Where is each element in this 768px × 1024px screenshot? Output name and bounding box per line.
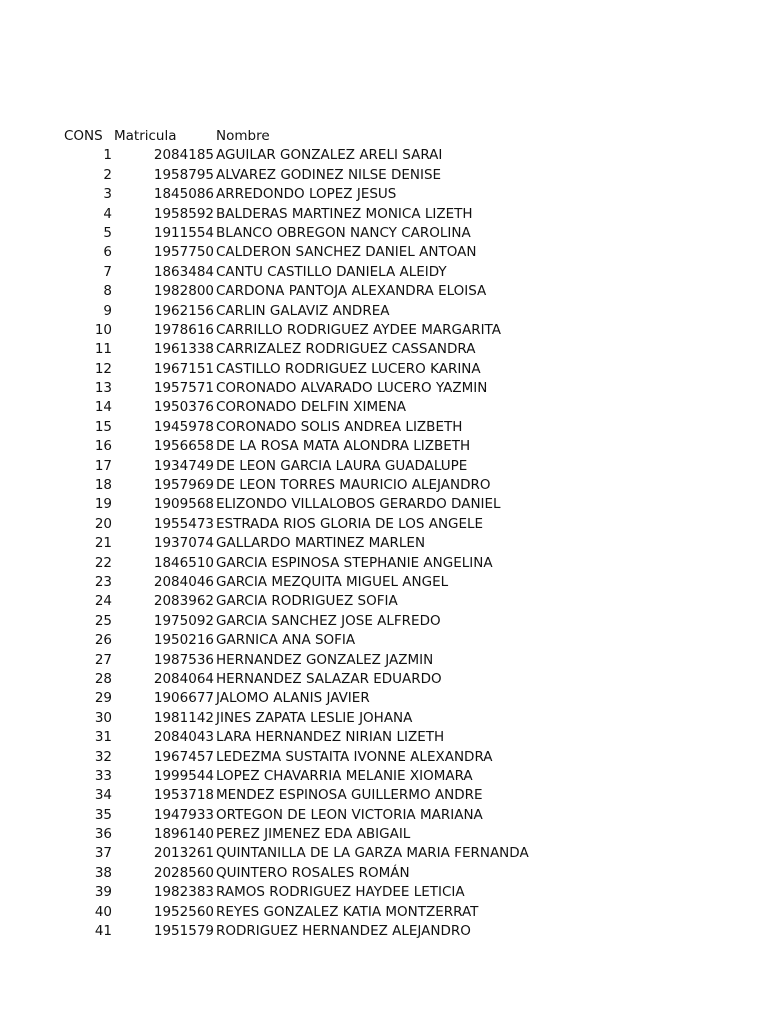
table-row	[64, 340, 529, 359]
cell-matricula: 1955473	[153, 515, 214, 532]
cell-matricula: 2028560	[153, 864, 214, 881]
cell-cons: 15	[94, 418, 112, 435]
cell-nombre: GARCIA RODRIGUEZ SOFIA	[216, 593, 398, 610]
cell-nombre: ESTRADA RIOS GLORIA DE LOS ANGELE	[216, 515, 484, 532]
cell-nombre: BLANCO OBREGON NANCY CAROLINA	[216, 224, 471, 241]
cell-matricula: 1846510	[153, 554, 214, 571]
cell-cons: 24	[94, 593, 112, 610]
cell-matricula: 1952560	[153, 903, 214, 920]
cell-matricula: 1958795	[153, 166, 214, 183]
table-row	[64, 263, 529, 282]
cell-nombre: DE LA ROSA MATA ALONDRA LIZBETH	[216, 438, 471, 455]
table-row	[64, 728, 529, 747]
cell-matricula: 1958592	[153, 205, 214, 222]
cell-cons: 25	[94, 612, 112, 629]
table-row	[64, 670, 529, 689]
cell-matricula: 1957969	[153, 477, 214, 494]
cell-cons: 7	[103, 263, 112, 280]
cell-matricula: 1863484	[153, 263, 214, 280]
cell-cons: 10	[94, 321, 112, 338]
cell-matricula: 2084043	[153, 729, 214, 746]
cell-cons: 21	[94, 535, 112, 552]
cell-matricula: 1906677	[153, 690, 214, 707]
cell-cons: 28	[94, 670, 112, 687]
cell-cons: 36	[94, 826, 112, 843]
cell-nombre: RODRIGUEZ HERNANDEZ ALEJANDRO	[216, 923, 471, 940]
cell-matricula: 1957571	[153, 380, 214, 397]
cell-nombre: LARA HERNANDEZ NIRIAN LIZETH	[216, 729, 445, 746]
cell-matricula: 1982800	[153, 283, 214, 300]
table-row	[64, 767, 529, 786]
table-row	[64, 883, 529, 902]
cell-cons: 13	[94, 380, 112, 397]
table-row	[64, 379, 529, 398]
cell-cons: 17	[94, 457, 112, 474]
cell-matricula: 1937074	[153, 535, 214, 552]
cell-cons: 23	[94, 573, 112, 590]
cell-cons: 14	[94, 399, 112, 416]
table-row	[64, 321, 529, 340]
cell-cons: 35	[94, 806, 112, 823]
cell-cons: 11	[94, 341, 112, 358]
cell-matricula: 1967151	[153, 360, 214, 377]
cell-nombre: RAMOS RODRIGUEZ HAYDEE LETICIA	[216, 884, 465, 901]
cell-matricula: 1950376	[153, 399, 214, 416]
cell-matricula: 1987536	[153, 651, 214, 668]
table-body	[64, 146, 529, 941]
cell-cons: 32	[94, 748, 112, 765]
cell-matricula: 1967457	[153, 748, 214, 765]
cell-cons: 27	[94, 651, 112, 668]
cell-cons: 29	[94, 690, 112, 707]
table-row	[64, 786, 529, 805]
table-row	[64, 398, 529, 417]
cell-cons: 4	[103, 205, 112, 222]
cell-matricula: 1947933	[153, 806, 214, 823]
cell-cons: 37	[94, 845, 112, 862]
cell-matricula: 1950216	[153, 632, 214, 649]
column-header-matricula: Matricula	[114, 128, 177, 144]
cell-cons: 40	[94, 903, 112, 920]
cell-matricula: 1961338	[153, 341, 214, 358]
cell-cons: 3	[103, 186, 112, 203]
cell-nombre: ELIZONDO VILLALOBOS GERARDO DANIEL	[216, 496, 501, 513]
cell-matricula: 1978616	[153, 321, 214, 338]
table-row	[64, 185, 529, 204]
cell-nombre: CORONADO DELFIN XIMENA	[216, 399, 407, 416]
cell-nombre: GARCIA MEZQUITA MIGUEL ANGEL	[216, 573, 449, 590]
cell-matricula: 2013261	[153, 845, 214, 862]
column-header-nombre: Nombre	[216, 128, 270, 144]
cell-nombre: DE LEON GARCIA LAURA GUADALUPE	[216, 457, 468, 474]
cell-cons: 34	[94, 787, 112, 804]
cell-matricula: 1896140	[153, 826, 214, 843]
table-row	[64, 534, 529, 553]
table-row	[64, 360, 529, 379]
cell-nombre: CORONADO SOLIS ANDREA LIZBETH	[216, 418, 463, 435]
cell-nombre: ORTEGON DE LEON VICTORIA MARIANA	[216, 806, 483, 823]
cell-nombre: QUINTERO ROSALES ROMÁN	[216, 864, 410, 881]
table-row	[64, 825, 529, 844]
table-row	[64, 806, 529, 825]
cell-matricula: 1953718	[153, 787, 214, 804]
cell-matricula: 1982383	[153, 884, 214, 901]
cell-cons: 19	[94, 496, 112, 513]
table-row	[64, 922, 529, 941]
cell-nombre: CANTU CASTILLO DANIELA ALEIDY	[216, 263, 447, 280]
cell-cons: 41	[94, 923, 112, 940]
table-row	[64, 631, 529, 650]
cell-cons: 31	[94, 729, 112, 746]
cell-nombre: HERNANDEZ GONZALEZ JAZMIN	[216, 651, 434, 668]
cell-matricula: 1945978	[153, 418, 214, 435]
cell-nombre: CALDERON SANCHEZ DANIEL ANTOAN	[216, 244, 477, 261]
cell-matricula: 1911554	[153, 224, 214, 241]
column-header-cons: CONS	[64, 128, 103, 144]
table-row	[64, 689, 529, 708]
table-row	[64, 224, 529, 243]
table-header	[64, 127, 529, 146]
cell-cons: 9	[103, 302, 112, 319]
cell-nombre: MENDEZ ESPINOSA GUILLERMO ANDRE	[216, 787, 483, 804]
table-row	[64, 903, 529, 922]
cell-nombre: ALVAREZ GODINEZ NILSE DENISE	[216, 166, 442, 183]
cell-nombre: JALOMO ALANIS JAVIER	[216, 690, 370, 707]
cell-cons: 38	[94, 864, 112, 881]
cell-cons: 18	[94, 477, 112, 494]
table-row	[64, 243, 529, 262]
table-row	[64, 651, 529, 670]
cell-nombre: CARRIZALEZ RODRIGUEZ CASSANDRA	[216, 341, 476, 358]
cell-cons: 26	[94, 632, 112, 649]
student-list-table	[64, 127, 529, 941]
cell-nombre: CARRILLO RODRIGUEZ AYDEE MARGARITA	[216, 321, 501, 338]
cell-cons: 5	[103, 224, 112, 241]
cell-nombre: GARCIA ESPINOSA STEPHANIE ANGELINA	[216, 554, 493, 571]
cell-nombre: LEDEZMA SUSTAITA IVONNE ALEXANDRA	[216, 748, 493, 765]
table-row	[64, 418, 529, 437]
cell-nombre: GALLARDO MARTINEZ MARLEN	[216, 535, 426, 552]
cell-nombre: AGUILAR GONZALEZ ARELI SARAI	[216, 147, 443, 164]
table-row	[64, 612, 529, 631]
table-row	[64, 515, 529, 534]
cell-matricula: 2084185	[153, 147, 214, 164]
cell-matricula: 1975092	[153, 612, 214, 629]
cell-nombre: REYES GONZALEZ KATIA MONTZERRAT	[216, 903, 479, 920]
table-row	[64, 476, 529, 495]
cell-matricula: 2083962	[153, 593, 214, 610]
cell-cons: 2	[103, 166, 112, 183]
cell-matricula: 1845086	[153, 186, 214, 203]
cell-nombre: JINES ZAPATA LESLIE JOHANA	[216, 709, 413, 726]
table-row	[64, 573, 529, 592]
cell-matricula: 1999544	[153, 767, 214, 784]
table-row	[64, 554, 529, 573]
cell-nombre: HERNANDEZ SALAZAR EDUARDO	[216, 670, 442, 687]
cell-nombre: ARREDONDO LOPEZ JESUS	[216, 186, 397, 203]
cell-cons: 20	[94, 515, 112, 532]
cell-nombre: LOPEZ CHAVARRIA MELANIE XIOMARA	[216, 767, 473, 784]
table-row	[64, 592, 529, 611]
table-row	[64, 302, 529, 321]
table-row	[64, 457, 529, 476]
table-row	[64, 146, 529, 165]
cell-cons: 22	[94, 554, 112, 571]
table-row	[64, 844, 529, 863]
cell-matricula: 1951579	[153, 923, 214, 940]
table-row	[64, 437, 529, 456]
cell-nombre: BALDERAS MARTINEZ MONICA LIZETH	[216, 205, 473, 222]
cell-nombre: DE LEON TORRES MAURICIO ALEJANDRO	[216, 477, 491, 494]
cell-matricula: 1962156	[153, 302, 214, 319]
cell-nombre: CARLIN GALAVIZ ANDREA	[216, 302, 390, 319]
table-row	[64, 282, 529, 301]
cell-nombre: GARCIA SANCHEZ JOSE ALFREDO	[216, 612, 441, 629]
cell-nombre: QUINTANILLA DE LA GARZA MARIA FERNANDA	[216, 845, 529, 862]
cell-nombre: CASTILLO RODRIGUEZ LUCERO KARINA	[216, 360, 481, 377]
cell-matricula: 1909568	[153, 496, 214, 513]
cell-matricula: 2084046	[153, 573, 214, 590]
table-row	[64, 709, 529, 728]
cell-nombre: CORONADO ALVARADO LUCERO YAZMIN	[216, 380, 488, 397]
cell-matricula: 1934749	[153, 457, 214, 474]
cell-matricula: 1981142	[153, 709, 214, 726]
cell-nombre: PEREZ JIMENEZ EDA ABIGAIL	[216, 826, 411, 843]
cell-matricula: 2084064	[153, 670, 214, 687]
cell-matricula: 1957750	[153, 244, 214, 261]
cell-nombre: CARDONA PANTOJA ALEXANDRA ELOISA	[216, 283, 487, 300]
table-row	[64, 495, 529, 514]
cell-cons: 30	[94, 709, 112, 726]
cell-cons: 39	[94, 884, 112, 901]
table-row	[64, 205, 529, 224]
cell-nombre: GARNICA ANA SOFIA	[216, 632, 356, 649]
cell-cons: 12	[94, 360, 112, 377]
cell-cons: 8	[103, 283, 112, 300]
cell-matricula: 1956658	[153, 438, 214, 455]
cell-cons: 16	[94, 438, 112, 455]
cell-cons: 6	[103, 244, 112, 261]
table-row	[64, 166, 529, 185]
table-row	[64, 864, 529, 883]
table-row	[64, 748, 529, 767]
cell-cons: 1	[103, 147, 112, 164]
cell-cons: 33	[94, 767, 112, 784]
